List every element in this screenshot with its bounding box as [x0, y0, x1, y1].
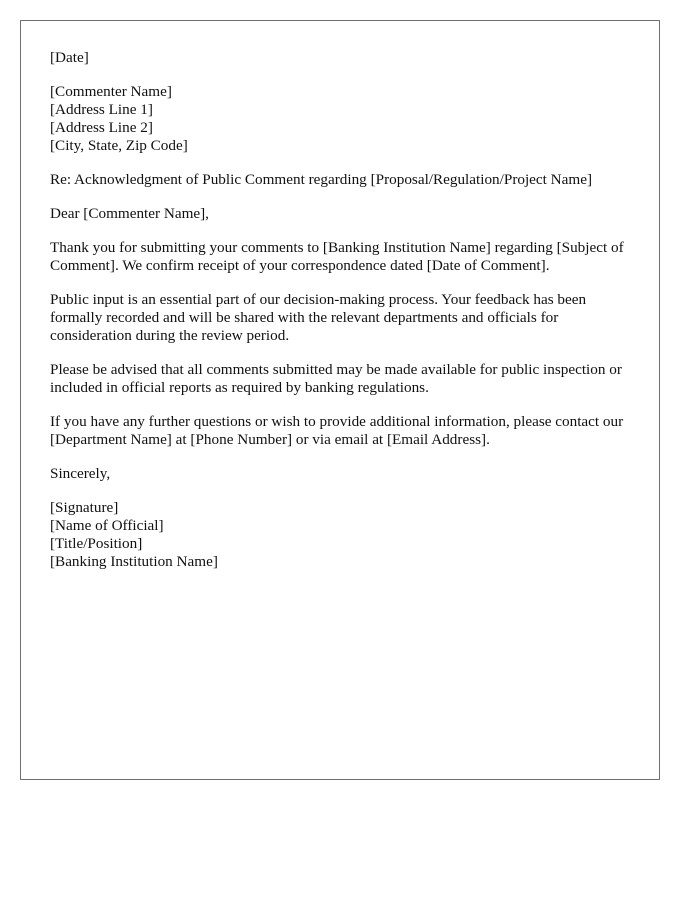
salutation: Dear [Commenter Name], [50, 205, 209, 222]
body-paragraph-2: Public input is an essential part of our decision-making process. Your feedback has been formally recorded and will be shared with the relevant departments and officials for consideration during the review period. [50, 291, 587, 344]
recipient-address [50, 83, 640, 155]
institution-name: [Banking Institution Name] [50, 553, 218, 570]
signature-block [50, 499, 640, 571]
letter-content [50, 49, 640, 587]
official-title: [Title/Position] [50, 535, 143, 552]
letter-page [20, 20, 660, 780]
body-paragraph-4: If you have any further questions or wish to provide additional information, please contact our [Department Name] at [Phone Number] or via email at [Email Address]. [50, 413, 624, 448]
recipient-name: [Commenter Name] [50, 83, 172, 100]
body-paragraph-3: Please be advised that all comments submitted may be made available for public inspection or included in official reports as required by banking regulations. [50, 361, 622, 396]
date-line: [Date] [50, 49, 89, 66]
official-name: [Name of Official] [50, 517, 164, 534]
signature-placeholder: [Signature] [50, 499, 119, 516]
body-paragraph-1: Thank you for submitting your comments to [Banking Institution Name] regarding [Subject of Comment]. We confirm receipt of your correspondence dated [Date of Comment]. [50, 239, 624, 274]
subject-line: Re: Acknowledgment of Public Comment regarding [Proposal/Regulation/Project Name] [50, 171, 593, 188]
recipient-city-state-zip: [City, State, Zip Code] [50, 137, 188, 154]
recipient-address-line-2: [Address Line 2] [50, 119, 153, 136]
closing: Sincerely, [50, 465, 111, 482]
recipient-address-line-1: [Address Line 1] [50, 101, 153, 118]
